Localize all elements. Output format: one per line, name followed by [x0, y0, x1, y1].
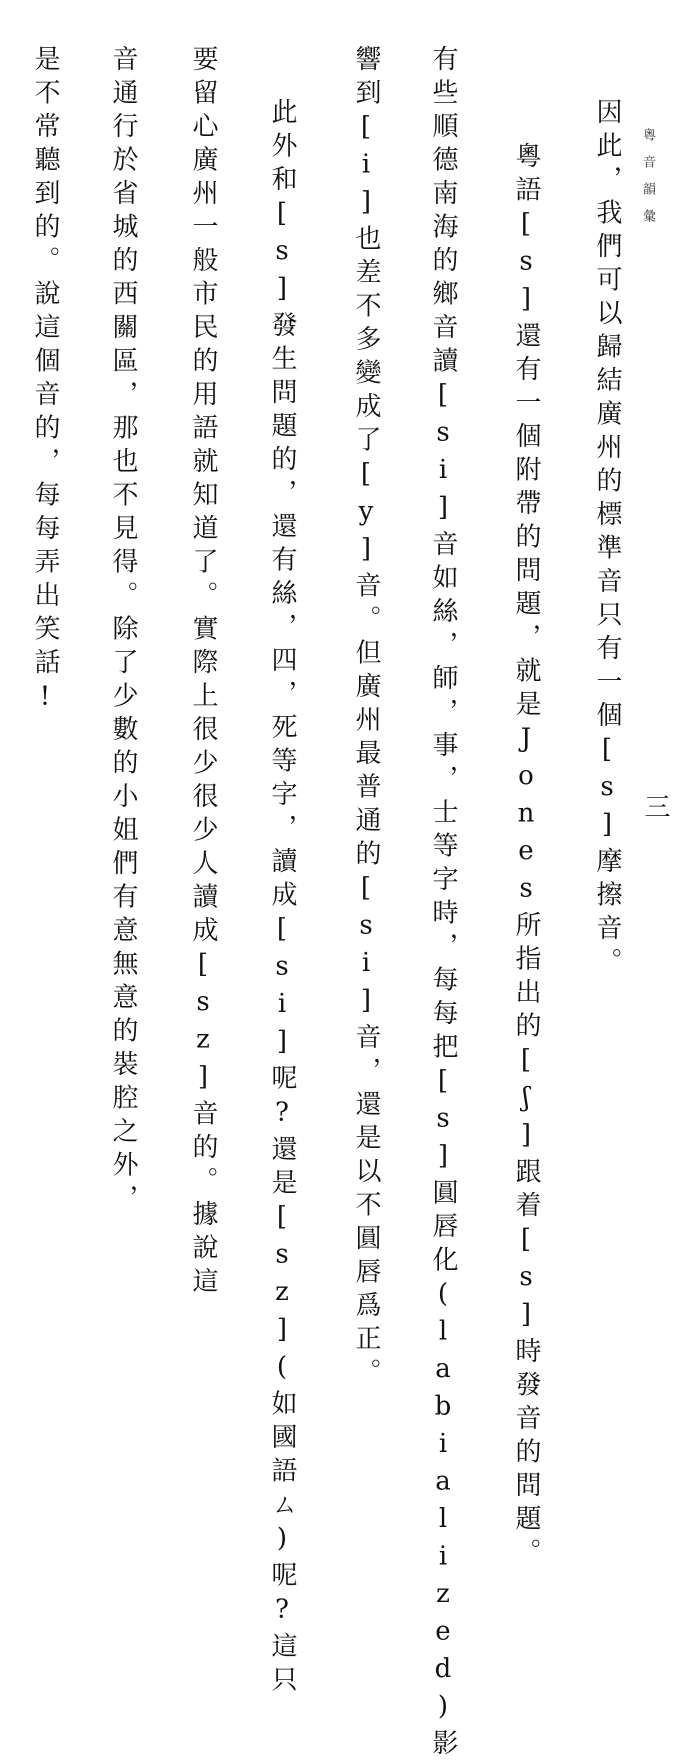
- text-column-5: 此外和[s]發生問題的，還有絲，四，死等字，讀成[si]呢?還是[sz](如國語ㄙ)呢?這只: [267, 98, 297, 1699]
- text-column-6: 要留心廣州一般市民的用語就知道了。實際上很少很少人讀成[sz]音的。據說這: [188, 45, 218, 1301]
- text-column-1: 因此，我們可以歸結廣州的標準音只有一個[s]摩擦音。: [592, 98, 622, 981]
- text-column-8: 是不常聽到的。說這個音的，每每弄出笑話!: [30, 45, 60, 719]
- text-column-4: 響到[i]也差不多變成了[y]音。但廣州最普通的[si]音，還是以不圓唇爲正。: [351, 45, 381, 1392]
- page-number: 三: [640, 793, 670, 819]
- running-header: 粵音韻彙: [640, 128, 655, 236]
- text-column-3: 有些順德南海的鄉音讀[si]音如絲，師，事，士等字時，每每把[s]圓唇化(labialized)影: [428, 45, 458, 1763]
- text-column-2: 粵語[s]還有一個附帶的問題，就是Jones所指出的[ʃ]跟着[s]時發音的問題。: [511, 142, 541, 1572]
- text-column-7: 音通行於省城的西關區，那也不見得。除了少數的小姐們有意無意的裝腔之外，: [108, 45, 138, 1218]
